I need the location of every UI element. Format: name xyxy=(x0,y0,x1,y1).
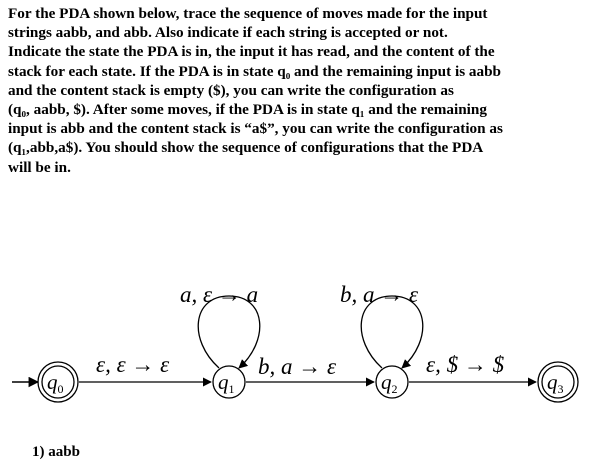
question-line: input is abb and the content stack is “a$”, you can write the configuration as xyxy=(8,120,503,138)
answer-item-1: 1) aabb xyxy=(32,444,80,460)
svg-text:q2: q2 xyxy=(381,370,398,396)
question-line: Indicate the state the PDA is in, the input it has read, and the content of the xyxy=(8,43,495,61)
svg-text:q1: q1 xyxy=(218,370,235,396)
question-line: will be in. xyxy=(8,158,71,176)
state-q0 xyxy=(38,362,78,402)
label-q1-q2: b, a → ε xyxy=(258,354,337,379)
svg-text:q0: q0 xyxy=(47,370,64,396)
label-q0-q1: ε, ε → ε xyxy=(96,352,170,377)
svg-text:q3: q3 xyxy=(547,370,564,396)
label-q2-loop: b, a → ε xyxy=(340,282,419,307)
question-line: stack for each state. If the PDA is in state q₀ and the remaining input is aabb xyxy=(8,62,501,80)
state-q2 xyxy=(376,366,408,398)
question-line: For the PDA shown below, trace the sequence of moves made for the input xyxy=(8,5,488,22)
question-line: (q₀, aabb, $). After some moves, if the PDA is in state q₁ and the remaining xyxy=(8,101,487,119)
state-q3 xyxy=(538,362,578,402)
state-q1 xyxy=(213,366,245,398)
label-q2-q3: ε, $ → $ xyxy=(426,352,505,377)
question-line: strings aabb, and abb. Also indicate if each string is accepted or not. xyxy=(8,24,448,42)
question-line: (q₁,abb,a$). You should show the sequence of configurations that the PDA xyxy=(8,139,484,157)
label-q1-loop: a, ε → a xyxy=(180,282,259,307)
question-line: and the content stack is empty ($), you can write the configuration as xyxy=(8,81,454,99)
